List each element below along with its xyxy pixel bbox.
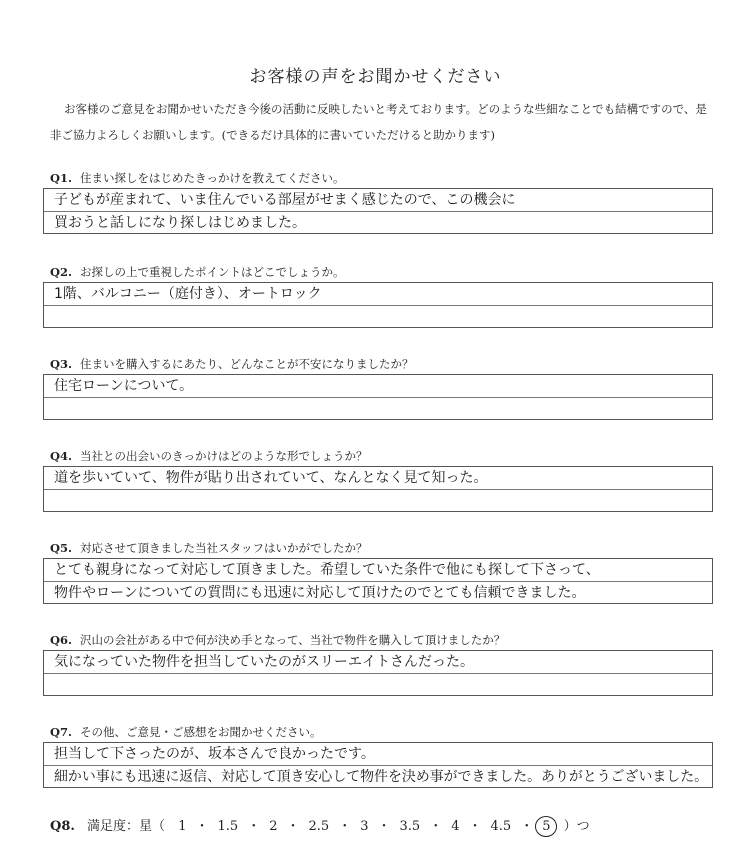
question-3 [50, 356, 414, 372]
rating-option: 2 [269, 819, 278, 834]
rating-option: 4 [451, 819, 460, 834]
answer-line-1: とても親身になって対応して頂きました。希望していた条件で他にも探して下さって、 [54, 562, 600, 578]
rating-option: 1 [178, 819, 187, 834]
answer-line-2 [54, 674, 708, 696]
question-number: Q6. [50, 633, 73, 647]
rating-options [169, 819, 559, 834]
question-7 [50, 724, 322, 740]
question-text: 沢山の会社がある中で何が決め手となって、当社で物件を購入して頂けましたか？ [80, 633, 506, 647]
answer-line-1: 住宅ローンについて。 [54, 378, 194, 394]
question-text: その他、ご意見・ご感想をお聞かせください。 [80, 725, 322, 739]
rating-option: 3 [360, 819, 369, 834]
rating-option-selected: 5 [535, 816, 557, 837]
rating-suffix: ）つ [563, 819, 590, 834]
answer-line-1: 子どもが産まれて、いま住んでいる部屋がせまく感じたので、この機会に [54, 192, 516, 208]
question-text: お探しの上で重視したポイントはどこでしょうか。 [80, 265, 345, 279]
answer-line-1: 担当して下さったのが、坂本さんで良かったです。 [54, 746, 375, 762]
rating-option: 3.5 [399, 819, 421, 834]
separator: ・ [520, 819, 534, 834]
separator: ・ [247, 819, 261, 834]
answer-box-7 [43, 742, 713, 788]
separator: ・ [468, 819, 482, 834]
question-number: Q8. [50, 819, 75, 834]
answer-box-6 [43, 650, 713, 696]
question-2 [50, 264, 345, 280]
satisfaction-rating [50, 815, 590, 837]
question-4 [50, 448, 368, 464]
separator: ・ [377, 819, 391, 834]
answer-line-2: 買おうと話しになり探しはじめました。 [54, 215, 306, 231]
answer-line-2 [54, 398, 708, 420]
question-number: Q2. [50, 265, 73, 279]
question-number: Q5. [50, 541, 73, 555]
question-number: Q3. [50, 357, 73, 371]
answer-line-2: 細かい事にも迅速に返信、対応して頂き安心して物件を決め事ができました。ありがとうございました。 [54, 769, 709, 785]
answer-box-5 [43, 558, 713, 604]
separator: ・ [286, 819, 300, 834]
answer-box-1 [43, 188, 713, 234]
rating-option: 4.5 [490, 819, 512, 834]
answer-line-1: 1階、バルコニー（庭付き）、オートロック [54, 286, 322, 302]
intro-text: お客様のご意見をお聞かせいただき今後の活動に反映したいと考えております。どのような些細なことでも結構ですので、是非ご協力よろしくお願いします。(できるだけ具体的に書いていただけると助かります) [50, 102, 707, 142]
answer-box-2 [43, 282, 713, 328]
separator: ・ [195, 819, 209, 834]
question-number: Q4. [50, 449, 73, 463]
question-text: 住まいを購入するにあたり、どんなことが不安になりましたか？ [80, 357, 414, 371]
page-title: お客様の声をお聞かせください [249, 67, 502, 87]
question-6 [50, 632, 505, 648]
question-text: 住まい探しをはじめたきっかけを教えてください。 [80, 171, 345, 185]
question-text: 対応させて頂きました当社スタッフはいかがでしたか？ [80, 541, 368, 555]
separator: ・ [429, 819, 443, 834]
question-text: 当社との出会いのきっかけはどのような形でしょうか？ [80, 449, 368, 463]
answer-box-4 [43, 466, 713, 512]
rating-option: 2.5 [308, 819, 330, 834]
rating-option: 1.5 [217, 819, 239, 834]
answer-line-1: 気になっていた物件を担当していたのがスリーエイトさんだった。 [54, 654, 474, 670]
question-5 [50, 540, 368, 556]
question-1 [50, 170, 345, 186]
answer-line-2: 物件やローンについての質問にも迅速に対応して頂けたのでとても信頼できました。 [54, 585, 586, 601]
question-number: Q7. [50, 725, 73, 739]
question-number: Q1. [50, 171, 73, 185]
answer-line-2 [54, 490, 708, 512]
separator: ・ [338, 819, 352, 834]
answer-line-2 [54, 306, 708, 328]
answer-box-3 [43, 374, 713, 420]
rating-label: 満足度：星（ [87, 819, 166, 834]
answer-line-1: 道を歩いていて、物件が貼り出されていて、なんとなく見て知った。 [54, 470, 488, 486]
